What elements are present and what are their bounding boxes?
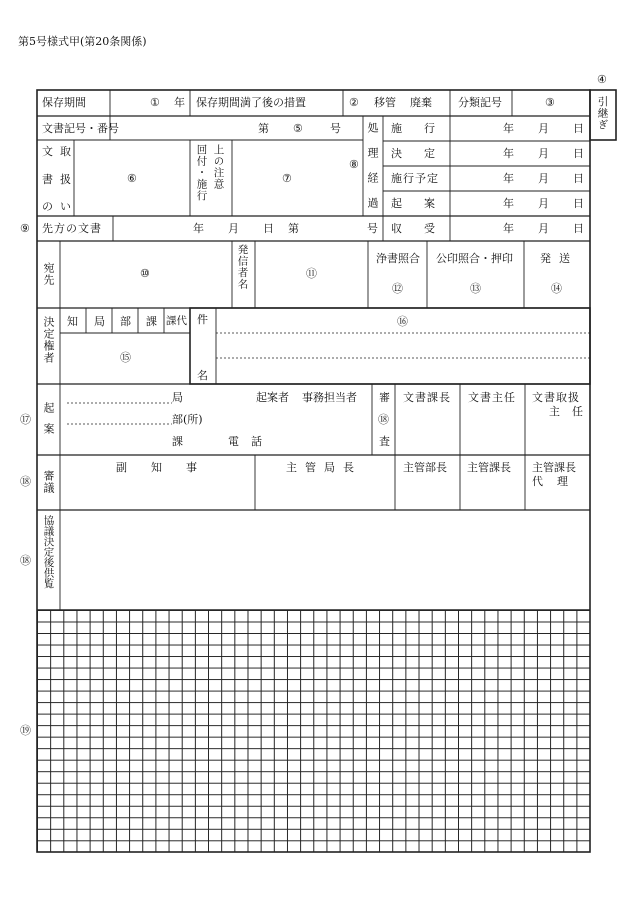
handover-label: 引継ぎ xyxy=(596,96,609,131)
bureau-chief-label: 主管局長 xyxy=(286,461,362,474)
ka-label: 課 xyxy=(172,435,183,448)
process-date-d: 日 xyxy=(573,197,584,210)
clean-check-label: 浄書照合 xyxy=(376,252,420,265)
deliberation-label: 審議 xyxy=(42,470,55,494)
send-label: 発送 xyxy=(540,252,578,265)
authority-label: 決定権者 xyxy=(42,316,55,364)
circled-18b: ⑱ xyxy=(20,475,31,488)
process-date-m: 月 xyxy=(538,122,549,135)
counterpart-dai: 第 xyxy=(288,222,299,235)
process-date-d: 日 xyxy=(573,122,584,135)
process-date-y: 年 xyxy=(503,222,514,235)
circled-18c: ⑱ xyxy=(20,554,31,567)
handling-char: 取 xyxy=(60,145,71,158)
counterpart-go: 号 xyxy=(367,222,378,235)
doc-handler-label: 文書取扱 xyxy=(532,391,580,404)
circled-2: ② xyxy=(349,96,359,109)
circled-18: ⑱ xyxy=(378,413,389,426)
subject-label: 件 xyxy=(197,313,208,326)
process-row-label: 施行 xyxy=(391,122,457,135)
dept-chief-label: 主管部長 xyxy=(403,461,447,474)
process-date-m: 月 xyxy=(538,172,549,185)
doc-number-label: 文書記号・番号 xyxy=(42,122,119,135)
circled-7: ⑦ xyxy=(282,172,292,185)
discard-option[interactable]: 廃棄 xyxy=(410,96,432,109)
circled-13: ⑬ xyxy=(470,282,481,295)
sec-chief-label: 文書課長 xyxy=(403,391,451,404)
circled-5: ⑤ xyxy=(293,122,303,135)
circled-15: ⑮ xyxy=(120,351,131,364)
sender-label: 発信者名 xyxy=(236,244,249,290)
process-row-label: 決定 xyxy=(391,147,457,160)
circled-14: ⑭ xyxy=(551,282,562,295)
authority-col[interactable]: 知 xyxy=(67,315,78,328)
form-title: 第5号様式甲(第20条関係) xyxy=(18,35,147,48)
section-chief-label: 主管課長 xyxy=(467,461,511,474)
circled-10: ⑩ xyxy=(140,267,150,280)
classification-label: 分類記号 xyxy=(458,96,502,109)
process-date-d: 日 xyxy=(573,147,584,160)
circled-3: ③ xyxy=(545,96,555,109)
phone-label: 電話 xyxy=(228,435,274,448)
staff-label: 事務担当者 xyxy=(302,391,357,404)
drafter-label: 起案者 xyxy=(256,391,289,404)
consult-label: 協議決定後供覧 xyxy=(42,515,55,589)
writing-grid[interactable] xyxy=(37,610,590,852)
section-deputy-label: 主管課長 xyxy=(532,461,576,474)
handling-char: の xyxy=(42,200,53,213)
kyoku-label: 局 xyxy=(172,391,183,404)
sec-master-label: 文書主任 xyxy=(468,391,516,404)
circled-11: ⑪ xyxy=(306,267,317,280)
circled-17: ⑰ xyxy=(20,413,31,426)
year-label: 年 xyxy=(174,96,185,109)
go-label: 号 xyxy=(330,122,341,135)
process-date-y: 年 xyxy=(503,197,514,210)
retention-label: 保存期間 xyxy=(42,96,86,109)
authority-col[interactable]: 局 xyxy=(94,315,105,328)
draft-label: 起案 xyxy=(42,402,55,444)
process-row-label: 起案 xyxy=(391,197,457,210)
process-date-d: 日 xyxy=(573,222,584,235)
authority-col[interactable]: 課 xyxy=(146,315,157,328)
vice-governor-label: 副知事 xyxy=(116,461,221,474)
process-row-label: 施行予定 xyxy=(391,172,439,185)
circled-16: ⑯ xyxy=(397,315,408,328)
circled-8: ⑧ xyxy=(349,158,359,171)
circled-12: ⑫ xyxy=(392,282,403,295)
review-label: 審 xyxy=(379,391,390,404)
counterpart-y: 年 xyxy=(193,222,204,235)
review-label-2: 査 xyxy=(379,435,390,448)
process-date-m: 月 xyxy=(538,222,549,235)
transfer-option[interactable]: 移管 xyxy=(374,96,396,109)
counterpart-doc-label: 先方の文書 xyxy=(42,222,102,235)
handling-char: 扱 xyxy=(60,173,71,186)
dai-label: 第 xyxy=(258,122,269,135)
process-date-y: 年 xyxy=(503,122,514,135)
counterpart-d: 日 xyxy=(263,222,274,235)
handling-char: い xyxy=(60,200,71,213)
process-date-d: 日 xyxy=(573,172,584,185)
circled-1: ① xyxy=(150,96,160,109)
circled-4: ④ xyxy=(597,73,607,86)
process-date-y: 年 xyxy=(503,172,514,185)
authority-col[interactable]: 課代 xyxy=(166,315,187,327)
seal-check-label: 公印照合・押印 xyxy=(436,252,513,265)
process-date-m: 月 xyxy=(538,147,549,160)
process-date-y: 年 xyxy=(503,147,514,160)
name-label: 名 xyxy=(197,369,208,382)
note-label-2: 回付・施行 xyxy=(195,144,208,202)
process-label: 処理経過 xyxy=(366,122,379,222)
doc-handler-label-2: 主任 xyxy=(549,405,595,418)
circled-19: ⑲ xyxy=(20,724,31,737)
after-measure-label: 保存期間満了後の措置 xyxy=(196,96,306,109)
handling-char: 書 xyxy=(42,173,53,186)
process-row-label: 収受 xyxy=(391,222,457,235)
addressee-label: 宛先 xyxy=(42,262,55,286)
note-label: 上の注意 xyxy=(212,144,225,190)
deputy-label: 代理 xyxy=(532,475,582,488)
process-date-m: 月 xyxy=(538,197,549,210)
handling-char: 文 xyxy=(42,145,53,158)
circled-6: ⑥ xyxy=(127,172,137,185)
bu-label: 部(所) xyxy=(172,413,203,426)
authority-col[interactable]: 部 xyxy=(120,315,131,328)
circled-9: ⑨ xyxy=(20,222,30,235)
counterpart-m: 月 xyxy=(228,222,239,235)
